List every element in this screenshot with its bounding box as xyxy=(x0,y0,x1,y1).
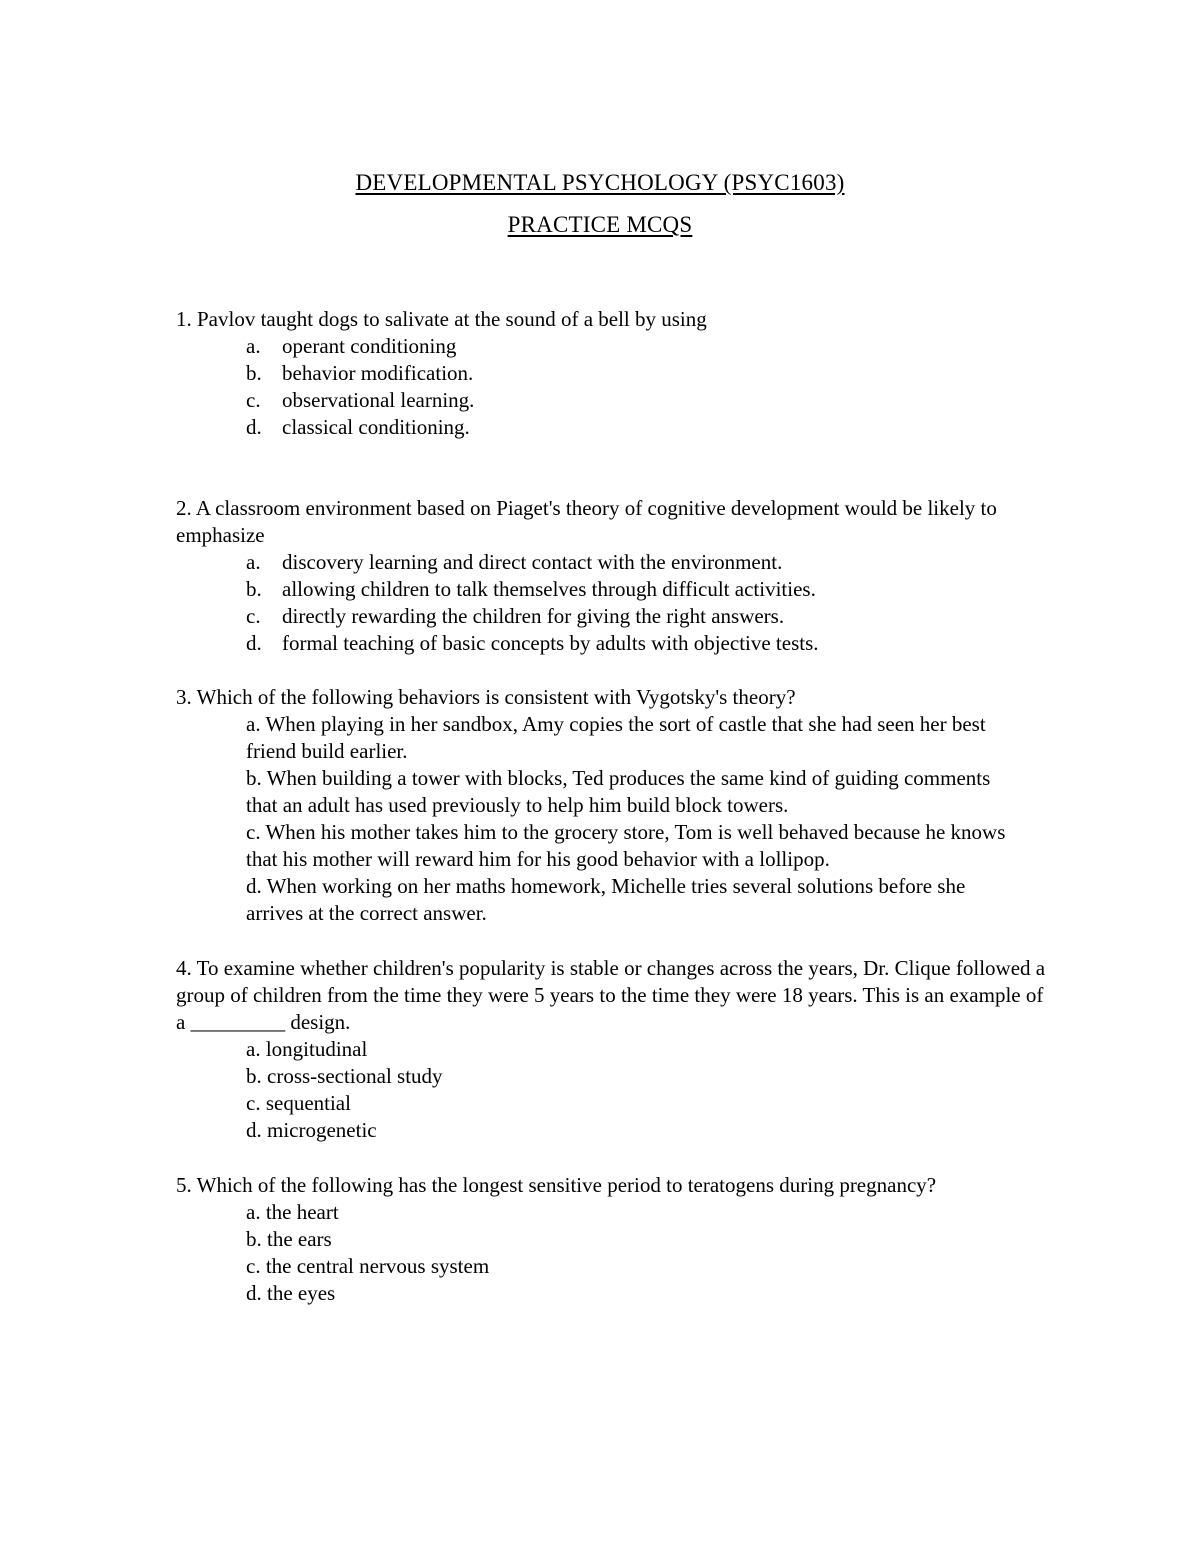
question-3 xyxy=(176,684,1056,927)
question-stem: 2. A classroom environment based on Piaget's theory of cognitive development would be likely to emphasize xyxy=(176,496,997,547)
option-a: a. discovery learning and direct contact with the environment. xyxy=(246,550,783,574)
question-4 xyxy=(176,955,1056,1144)
option-d: d. When working on her maths homework, Michelle tries several solutions before she arrives at the correct answer. xyxy=(246,874,966,925)
option-c: c. When his mother takes him to the grocery store, Tom is well behaved because he knows that his mother will reward him for his good behavior with a lollipop. xyxy=(246,820,1006,871)
question-1 xyxy=(176,306,1056,441)
option-c: c. the central nervous system xyxy=(246,1254,490,1278)
option-d: d. microgenetic xyxy=(246,1118,377,1142)
document-title: DEVELOPMENTAL PSYCHOLOGY (PSYC1603) xyxy=(355,170,845,195)
question-stem: 1. Pavlov taught dogs to salivate at the sound of a bell by using xyxy=(176,307,707,331)
option-d: d. the eyes xyxy=(246,1281,336,1305)
option-b: b. allowing children to talk themselves through difficult activities. xyxy=(246,577,816,601)
option-b: b. the ears xyxy=(246,1227,332,1251)
option-a: a. When playing in her sandbox, Amy copies the sort of castle that she had seen her best friend build earlier. xyxy=(246,712,986,763)
question-stem: 5. Which of the following has the longest sensitive period to teratogens during pregnancy? xyxy=(176,1173,937,1197)
question-5 xyxy=(176,1172,1056,1307)
question-stem: 3. Which of the following behaviors is consistent with Vygotsky's theory? xyxy=(176,685,796,709)
document-subtitle: PRACTICE MCQS xyxy=(507,212,693,237)
question-2 xyxy=(176,495,1056,657)
option-a: a. longitudinal xyxy=(246,1037,368,1061)
option-d: d. classical conditioning. xyxy=(246,415,470,439)
option-b: b. When building a tower with blocks, Ted produces the same kind of guiding comments that an adult has used previously to help him build block towers. xyxy=(246,766,991,817)
option-c: c. directly rewarding the children for giving the right answers. xyxy=(246,604,785,628)
question-stem: 4. To examine whether children's popularity is stable or changes across the years, Dr. Clique followed a group of children from the time they were 5 years to the time they were 18 years. This is an example of a _________ design. xyxy=(176,956,1046,1034)
option-d: d. formal teaching of basic concepts by adults with objective tests. xyxy=(246,631,819,655)
option-c: c. sequential xyxy=(246,1091,351,1115)
option-a: a. the heart xyxy=(246,1200,339,1224)
option-b: b. behavior modification. xyxy=(246,361,474,385)
option-b: b. cross-sectional study xyxy=(246,1064,443,1088)
option-c: c. observational learning. xyxy=(246,388,475,412)
option-a: a. operant conditioning xyxy=(246,334,457,358)
